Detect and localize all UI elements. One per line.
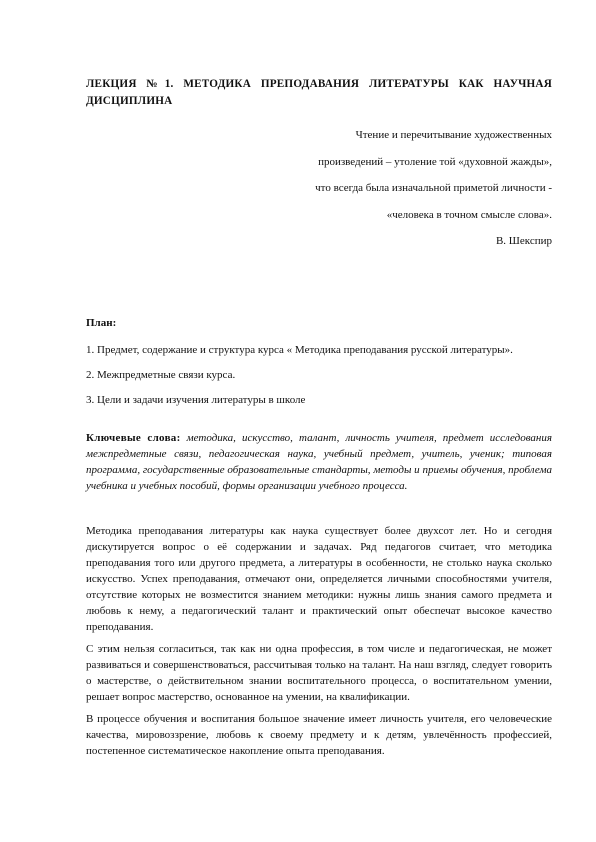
keywords-text: методика, искусство, талант, личность учителя, предмет исследования межпредметные связи, педагогическая наука, учебный предмет, учитель, ученик; типовая программа, государственные образовательные стандарты, методы и приемы обучения, проблема учебника и учебных пособий, формы организации учебного процесса.	[86, 431, 552, 493]
lecture-title-line-1: ЛЕКЦИЯ №1. МЕТОДИКА ПРЕПОДАВАНИЯ ЛИТЕРАТУРЫ КАК НАУЧНАЯ	[86, 78, 552, 90]
document-page	[86, 76, 552, 759]
keywords-label: Ключевые слова:	[86, 431, 181, 444]
plan-item: 1. Предмет, содержание и структура курса « Методика преподавания русской литературы».	[86, 343, 513, 356]
plan-list	[86, 338, 552, 413]
lecture-title-line-2: ДИСЦИПЛИНА	[86, 95, 173, 107]
body-paragraph: Методика преподавания литературы как наука существует более двухсот лет. Но и сегодня дискутируется вопрос о её содержании и задачах. Ряд педагогов считает, что методика преподавания того или другого предмета, а литературы в особенности, не столько наука сколько искусство. Успех преподавания, отмечают они, определяется личными способностями учителя, отсутствие которых не возместится знанием методики: нужны лишь знания самого предмета и любовь к нему, а педагогический талант и практический опыт обеспечат высокое качество преподавания.	[86, 525, 552, 634]
epigraph-line: Чтение и перечитывание художественных	[355, 129, 552, 141]
epigraph-author: В. Шекспир	[495, 235, 552, 247]
keywords-block	[86, 430, 552, 495]
epigraph	[86, 122, 552, 255]
plan-item: 3. Цели и задачи изучения литературы в школе	[86, 393, 306, 406]
body-paragraph: С этим нельзя согласиться, так как ни одна профессия, в том числе и педагогическая, не может развиваться и совершенствоваться, рассчитывая только на талант. На наш взгляд, следует говорить о мастерстве, о действительном знании воспитательного процесса, о воспитательном умении, решает вопрос мастерство, основанное на умении, на квалификации.	[86, 643, 552, 704]
plan-heading: План:	[86, 316, 117, 329]
epigraph-line: произведений – утоление той «духовной жажды»,	[318, 155, 552, 168]
epigraph-line: что всегда была изначальной приметой личности -	[315, 182, 552, 194]
lecture-title	[86, 76, 552, 110]
plan-item: 2. Межпредметные связи курса.	[86, 368, 236, 381]
epigraph-line: «человека в точном смысле слова».	[386, 208, 552, 221]
body-paragraph: В процессе обучения и воспитания большое значение имеет личность учителя, его человеческие качества, мировоззрение, любовь к своему предмету и к детям, увлечённость профессией, постепенное систематическое накопление опыта преподавания.	[86, 713, 552, 758]
